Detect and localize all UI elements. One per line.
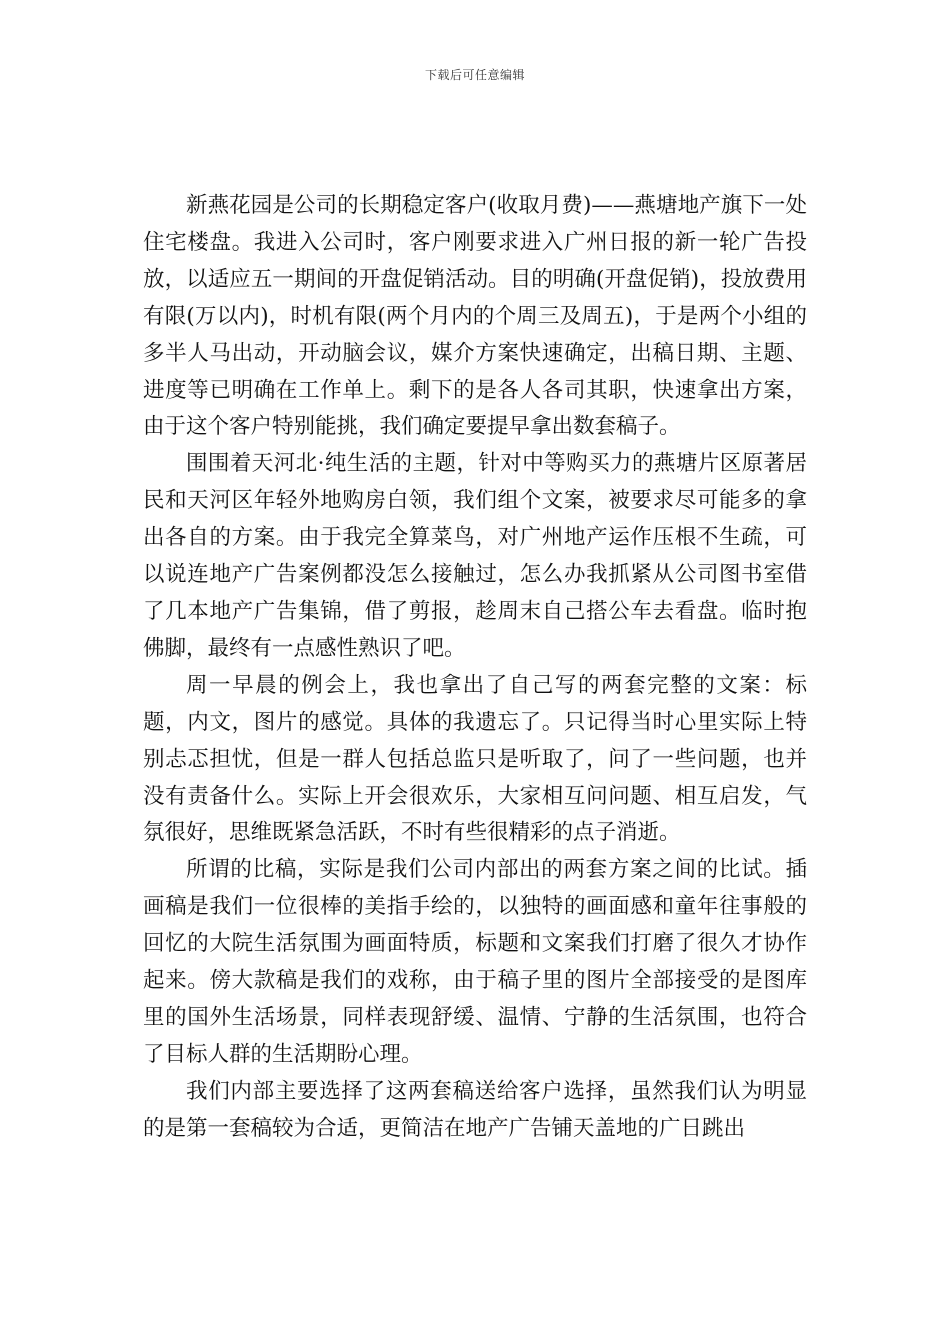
paragraph-1: 新燕花园是公司的长期稳定客户(收取月费)——燕塘地产旗下一处住宅楼盘。我进入公司时，客户刚要求进入广州日报的新一轮广告投放，以适应五一期间的开盘促销活动。目的明确(开盘促销)，投放费用有限(万以内)，时机有限(两个月内的个周三及周五)，于是两个小组的多半人马出动，开动脑会议，媒介方案快速确定，出稿日期、主题、进度等已明确在工作单上。剩下的是各人各司其职，快速拿出方案，由于这个客户特别能挑，我们确定要提早拿出数套稿子。 xyxy=(143,193,807,440)
document-body xyxy=(143,188,807,1148)
paragraph-3: 周一早晨的例会上，我也拿出了自己写的两套完整的文案：标题，内文，图片的感觉。具体的我遗忘了。只记得当时心里实际上特别忐忑担忧，但是一群人包括总监只是听取了，问了一些问题，也并没有责备什么。实际上开会很欢乐，大家相互问问题、相互启发，气氛很好，思维既紧急活跃，不时有些很精彩的点子消逝。 xyxy=(143,672,807,846)
page-header: 下载后可任意编辑 xyxy=(424,68,525,82)
paragraph-4: 所谓的比稿，实际是我们公司内部出的两套方案之间的比试。插画稿是我们一位很棒的美指手绘的，以独特的画面感和童年往事般的回忆的大院生活氛围为画面特质，标题和文案我们打磨了很久才协作起来。傍大款稿是我们的戏称，由于稿子里的图片全部接受的是图库里的国外生活场景，同样表现舒缓、温情、宁静的生活氛围，也符合了目标人群的生活期盼心理。 xyxy=(143,857,807,1067)
paragraph-2: 围围着天河北·纯生活的主题，针对中等购买力的燕塘片区原著居民和天河区年轻外地购房白领，我们组个文案，被要求尽可能多的拿出各自的方案。由于我完全算菜鸟，对广州地产运作压根不生疏，可以说连地产广告案例都没怎么接触过，怎么办我抓紧从公司图书室借了几本地产广告集锦，借了剪报，趁周末自己搭公车去看盘。临时抱佛脚，最终有一点感性熟识了吧。 xyxy=(143,451,807,661)
paragraph-5: 我们内部主要选择了这两套稿送给客户选择，虽然我们认为明显的是第一套稿较为合适，更简洁在地产广告铺天盖地的广日跳出 xyxy=(143,1078,807,1141)
